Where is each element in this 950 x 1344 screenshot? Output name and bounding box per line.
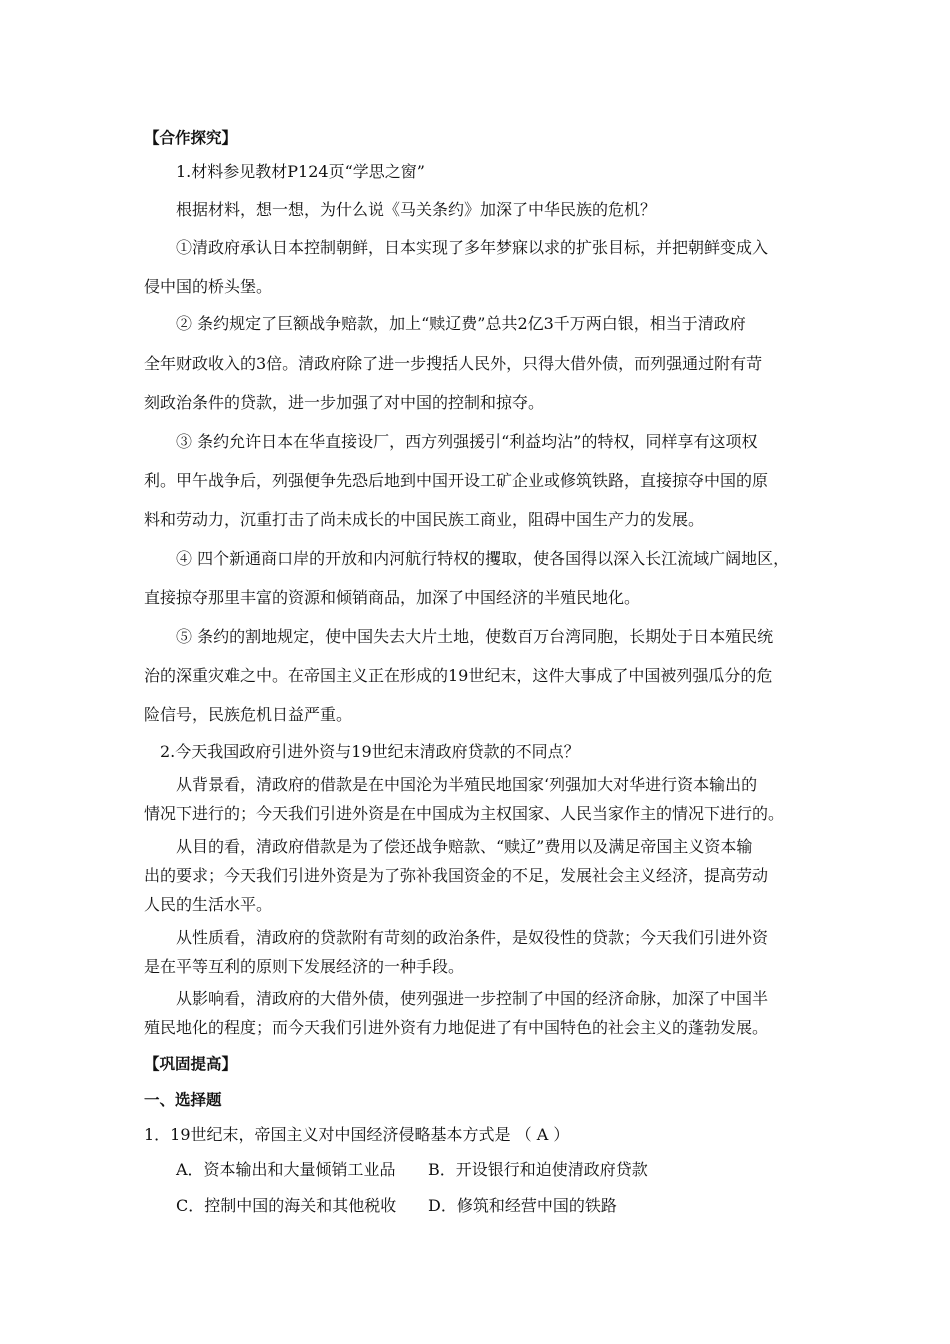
choice-question-1: 1．19世纪末，帝国主义对中国经济侵略基本方式是 （ A ）: [144, 1125, 570, 1144]
point-2-line-1: ② 条约规定了巨额战争赔款，加上“赎辽费”总共2亿3千万两白银，相当于清政府: [176, 314, 746, 333]
point-3-line-3: 料和劳动力，沉重打击了尚未成长的中国民族工商业，阻碍中国生产力的发展。: [144, 510, 705, 529]
option-d: D．修筑和经营中国的铁路: [428, 1196, 617, 1215]
question-1-prompt: 根据材料，想一想，为什么说《马关条约》加深了中华民族的危机？: [176, 200, 657, 219]
answer-background-line-2: 情况下进行的；今天我们引进外资是在中国成为主权国家、人民当家作主的情况下进行的。: [144, 804, 785, 823]
point-5-line-3: 险信号，民族危机日益严重。: [144, 705, 353, 724]
answer-nature-line-2: 是在平等互利的原则下发展经济的一种手段。: [144, 957, 465, 976]
point-2-line-2: 全年财政收入的3倍。清政府除了进一步搜括人民外，只得大借外债，而列强通过附有苛: [144, 354, 763, 373]
question-1: 1.材料参见教材P124页“学思之窗”: [176, 162, 425, 181]
answer-goal-line-3: 人民的生活水平。: [144, 895, 273, 914]
point-5-line-2: 治的深重灾难之中。在帝国主义正在形成的19世纪末，这件大事成了中国被列强瓜分的危: [144, 666, 773, 685]
answer-nature-line-1: 从性质看，清政府的贷款附有苛刻的政治条件，是奴役性的贷款；今天我们引进外资: [176, 928, 769, 947]
section-heading-cooperation: 【合作探究】: [144, 129, 238, 147]
point-2-line-3: 刻政治条件的贷款，进一步加强了对中国的控制和掠夺。: [144, 393, 545, 412]
answer-goal-line-1: 从目的看，清政府借款是为了偿还战争赔款、“赎辽”费用以及满足帝国主义资本输: [176, 837, 753, 856]
point-3-line-1: ③ 条约允许日本在华直接设厂，西方列强援引“利益均沾”的特权，同样享有这项权: [176, 432, 758, 451]
point-5-line-1: ⑤ 条约的割地规定，使中国失去大片土地，使数百万台湾同胞，长期处于日本殖民统: [176, 627, 774, 646]
option-c: C．控制中国的海关和其他税收: [176, 1196, 397, 1215]
subheading-multiple-choice: 一、选择题: [144, 1091, 222, 1109]
answer-goal-line-2: 出的要求；今天我们引进外资是为了弥补我国资金的不足，发展社会主义经济，提高劳动: [144, 866, 769, 885]
answer-effect-line-1: 从影响看，清政府的大借外债，使列强进一步控制了中国的经济命脉，加深了中国半: [176, 989, 769, 1008]
point-1-line-2: 侵中国的桥头堡。: [144, 277, 273, 296]
point-4-line-1: ④ 四个新通商口岸的开放和内河航行特权的攫取，使各国得以深入长江流域广阔地区，: [176, 549, 790, 568]
point-1-line-1: ①清政府承认日本控制朝鲜，日本实现了多年梦寐以求的扩张目标，并把朝鲜变成入: [176, 238, 769, 257]
point-3-line-2: 利。甲午战争后，列强便争先恐后地到中国开设工矿企业或修筑铁路，直接掠夺中国的原: [144, 471, 769, 490]
option-b: B．开设银行和迫使清政府贷款: [428, 1160, 648, 1179]
question-2: 2.今天我国政府引进外资与19世纪末清政府贷款的不同点？: [160, 742, 580, 761]
option-a: A．资本输出和大量倾销工业品: [176, 1160, 396, 1179]
answer-background-line-1: 从背景看，清政府的借款是在中国沦为半殖民地国家‘列强加大对华进行资本输出的: [176, 775, 758, 794]
answer-effect-line-2: 殖民地化的程度；而今天我们引进外资有力地促进了有中国特色的社会主义的蓬勃发展。: [144, 1018, 769, 1037]
point-4-line-2: 直接掠夺那里丰富的资源和倾销商品，加深了中国经济的半殖民地化。: [144, 588, 641, 607]
section-heading-consolidation: 【巩固提高】: [144, 1055, 238, 1073]
